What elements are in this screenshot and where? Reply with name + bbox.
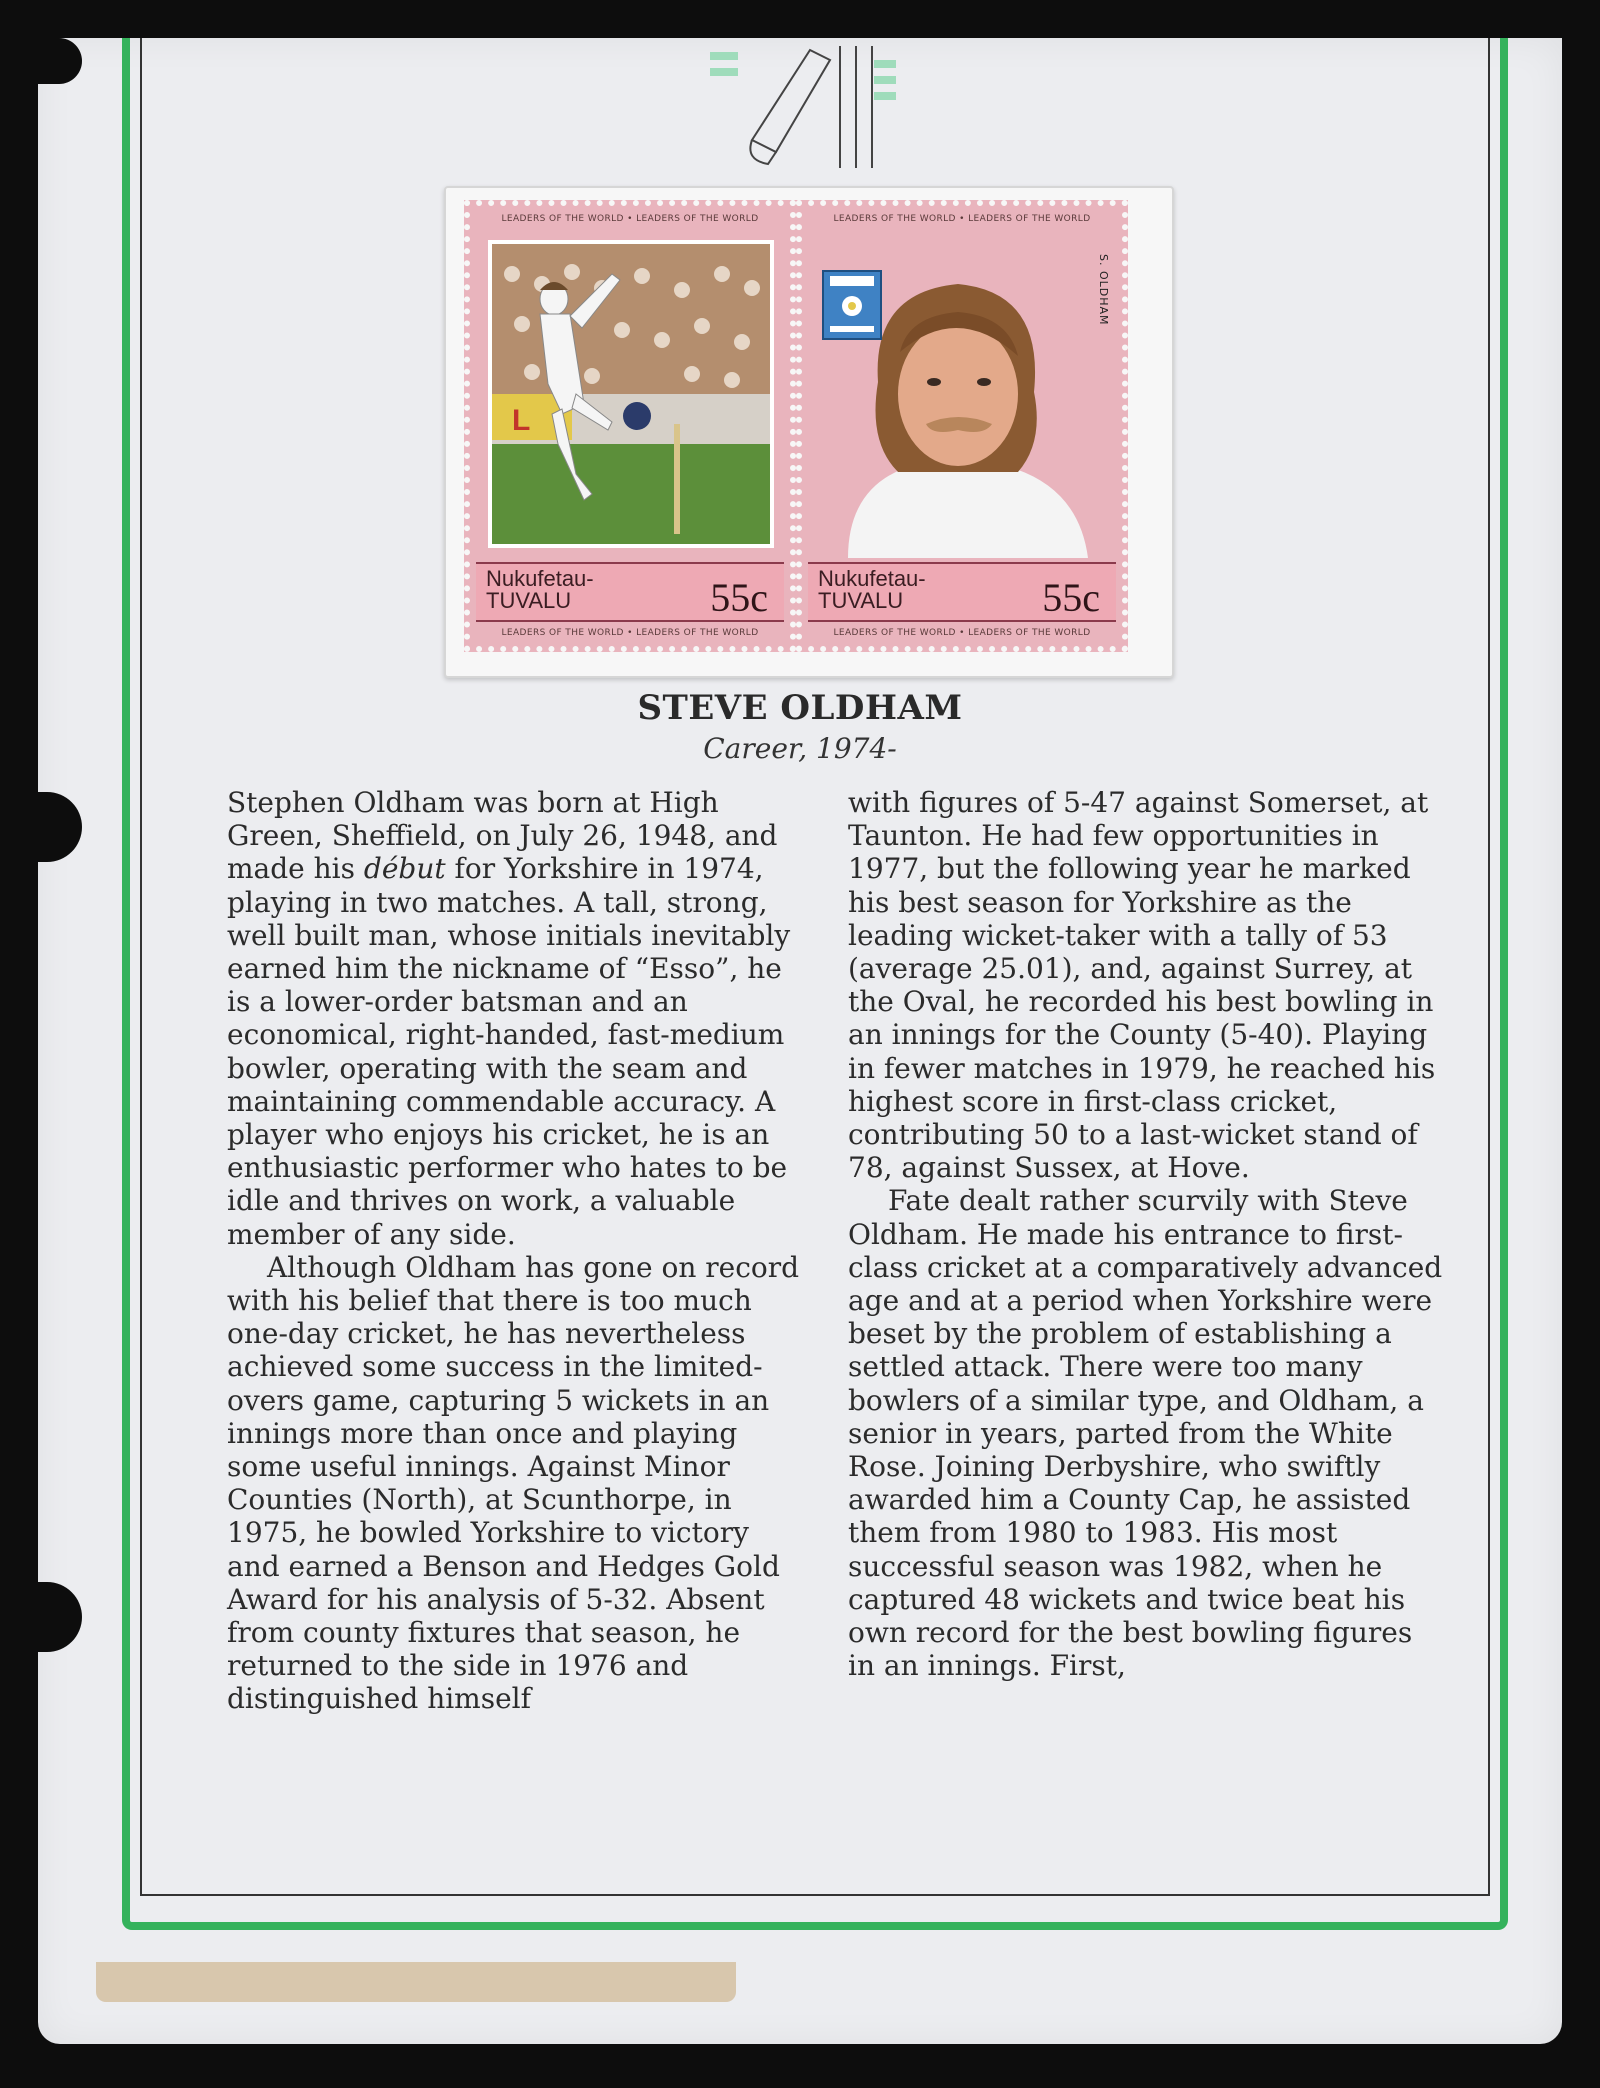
- stamp-player-name: S. OLDHAM: [1097, 254, 1110, 326]
- article-column-2: [848, 786, 1448, 1682]
- stamp-band-bottom: LEADERS OF THE WORLD • LEADERS OF THE WORLD: [501, 628, 759, 638]
- text-emphasis: début: [363, 852, 446, 886]
- stamp-value: 55c: [1042, 575, 1100, 620]
- text-run: for Yorkshire in 1974, playing in two matches. A tall, strong, well built man, whose initials inevitably earned him the nickname of “Esso”, he is a lower-order batsman and an economical, right-handed, fast-medium bowler, operating with the seam and maintaining commendable accuracy. A player who enjoys his cricket, he is an enthusiastic performer who hates to be idle and thrives on work, a valuable member of any side.: [227, 852, 791, 1251]
- page-stack-edge: [96, 1962, 736, 2002]
- country-line2: TUVALU: [486, 588, 572, 613]
- country-line1: Nukufetau-: [486, 566, 594, 591]
- page-subtitle: Career, 1974-: [703, 732, 897, 765]
- paragraph: Although Oldham has gone on record with his belief that there is too much one-day cricket, he has nevertheless achieved some success in the limited-overs game, capturing 5 wickets in an innings more than once and playing some useful innings. Against Minor Counties (North), at Scunthorpe, in 1975, he bowled Yorkshire to victory and earned a Benson and Hedges Gold Award for his analysis of 5-32. Absent from county fixtures that season, he returned to the side in 1976 and distinguished himself: [227, 1250, 800, 1716]
- paragraph: Fate dealt rather scurvily with Steve Oldham. He made his entrance to first-class cricket at a comparatively advanced age and at a period when Yorkshire were beset by the problem of establishing a settled attack. There were too many bowlers of a similar type, and Oldham, a senior in years, parted from the White Rose. Joining Derbyshire, who swiftly awarded him a County Cap, he assisted them from 1980 to 1983. His most successful season was 1982, when he captured 48 wickets and twice beat his own record for the best bowling figures in an innings. First,: [848, 1184, 1443, 1683]
- stamp-band-top: LEADERS OF THE WORLD • LEADERS OF THE WORLD: [501, 214, 759, 224]
- binder-hole: [38, 38, 82, 84]
- page-title: STEVE OLDHAM: [637, 688, 963, 728]
- stamp-country: [486, 568, 646, 612]
- stamp-value: 55c: [710, 575, 768, 620]
- paragraph: [227, 786, 807, 1251]
- text-run: Stephen Oldham was born at High Green, Sheffield, on July 26, 1948, and made his: [227, 786, 778, 886]
- bowler-action-photo: [492, 244, 770, 544]
- stamp-nameplate: [476, 562, 784, 622]
- country-line2: TUVALU: [818, 588, 904, 613]
- yorkshire-crest-icon: [822, 270, 882, 340]
- stamp-nameplate: [808, 562, 1116, 622]
- stamp-country: [818, 568, 978, 612]
- stamp-band-top: LEADERS OF THE WORLD • LEADERS OF THE WORLD: [833, 214, 1091, 224]
- country-line1: Nukufetau-: [818, 566, 926, 591]
- stamp-mount: [444, 186, 1174, 678]
- stamp-portrait-area: [808, 232, 1108, 558]
- article-column-1: [227, 786, 807, 1716]
- cricket-bat-stumps-logo: [690, 40, 900, 170]
- stamp-band-bottom: LEADERS OF THE WORLD • LEADERS OF THE WORLD: [833, 628, 1091, 638]
- stamp-portrait: [796, 200, 1128, 652]
- paragraph: with figures of 5-47 against Somerset, at Taunton. He had few opportunities in 1977, but the following year he marked his best season for Yorkshire as the leading wicket-taker with a tally of 53 (average 25.01), and, against Surrey, at the Oval, he recorded his best bowling in an innings for the County (5-40). Playing in fewer matches in 1979, he reached his highest score in first-class cricket, contributing 50 to a last-wicket stand of 78, against Sussex, at Hove.: [848, 786, 1436, 1185]
- svg-text:L: L: [512, 404, 531, 437]
- stamp-photo-frame: [488, 240, 774, 548]
- stamp-action: [464, 200, 796, 652]
